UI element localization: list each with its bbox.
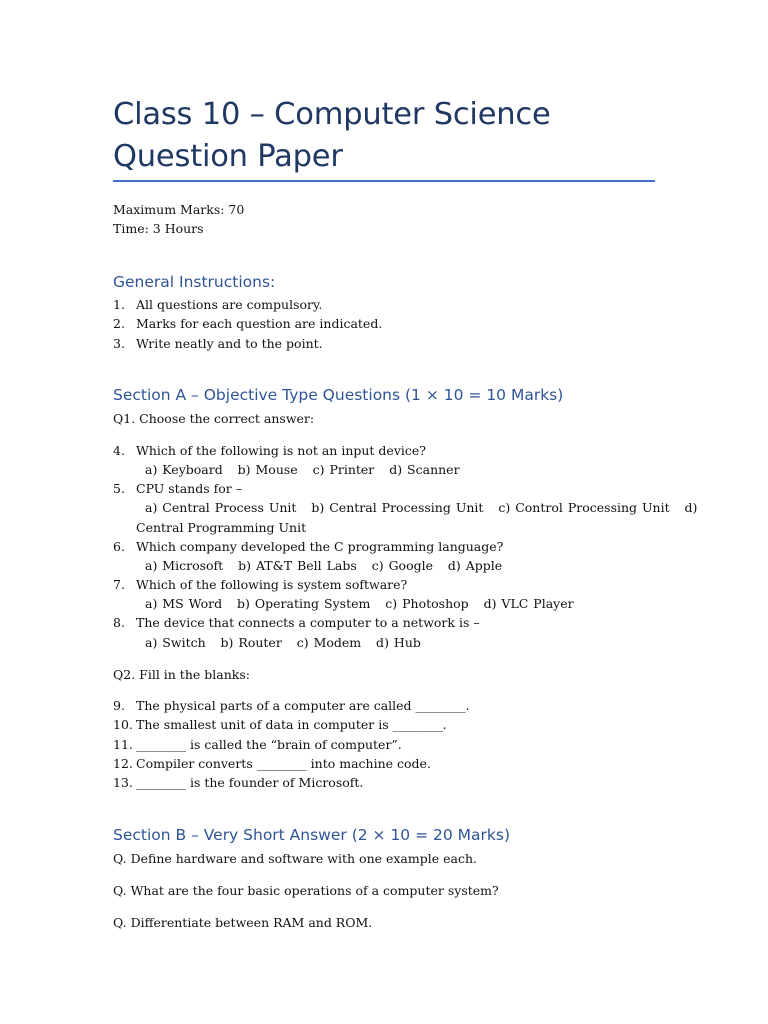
item-number: 2. [113,316,125,331]
item-number: 9. [113,698,125,713]
section-b-question: Q. What are the four basic operations of a computer system? [113,883,499,898]
maximum-marks: Maximum Marks: 70 [113,202,245,217]
section-b-question: Q. Differentiate between RAM and ROM. [113,915,373,930]
item-text: All questions are compulsory. [136,297,323,312]
answer-options-continued: Central Programming Unit [136,520,307,535]
page-title: Class 10 – Computer Science Question Paper [113,97,551,174]
answer-options: a) MS Word b) Operating System c) Photoshop d) VLC Player [145,596,574,611]
question-text: Which of the following is system software? [136,577,408,592]
item-number: 5. [113,481,125,496]
item-text: ________ is the founder of Microsoft. [136,775,364,790]
answer-options: a) Microsoft b) AT&T Bell Labs c) Google d) Apple [145,558,503,573]
item-number: 6. [113,539,125,554]
item-number: 7. [113,577,125,592]
answer-options: a) Keyboard b) Mouse c) Printer d) Scanner [145,462,460,477]
item-number: 1. [113,297,125,312]
item-number: 13. [113,775,133,790]
item-text: ________ is called the “brain of computer”. [136,737,402,752]
item-text: The smallest unit of data in computer is ________. [136,717,447,732]
answer-options: a) Switch b) Router c) Modem d) Hub [145,635,421,650]
item-number: 8. [113,615,125,630]
question-text: The device that connects a computer to a network is – [136,615,480,630]
item-number: 4. [113,443,125,458]
item-text: Marks for each question are indicated. [136,316,383,331]
item-number: 3. [113,336,125,351]
item-number: 12. [113,756,133,771]
question-text: Which of the following is not an input device? [136,443,426,458]
question-text: Which company developed the C programming language? [136,539,504,554]
answer-options: a) Central Process Unit b) Central Processing Unit c) Control Processing Unit d) [145,500,698,515]
general-instructions-heading: General Instructions: [113,273,276,291]
item-number: 10. [113,717,133,732]
q2-prompt: Q2. Fill in the blanks: [113,667,250,682]
section-b-question: Q. Define hardware and software with one example each. [113,851,477,866]
item-text: Compiler converts ________ into machine code. [136,756,431,771]
section-b-heading: Section B – Very Short Answer (2 × 10 = 20 Marks) [113,826,511,844]
title-underline [113,180,655,182]
item-text: Write neatly and to the point. [136,336,323,351]
section-a-heading: Section A – Objective Type Questions (1 × 10 = 10 Marks) [113,386,564,404]
question-text: CPU stands for – [136,481,242,496]
q1-prompt: Q1. Choose the correct answer: [113,411,315,426]
item-text: The physical parts of a computer are called ________. [136,698,470,713]
item-number: 11. [113,737,133,752]
time-allowed: Time: 3 Hours [113,221,204,236]
